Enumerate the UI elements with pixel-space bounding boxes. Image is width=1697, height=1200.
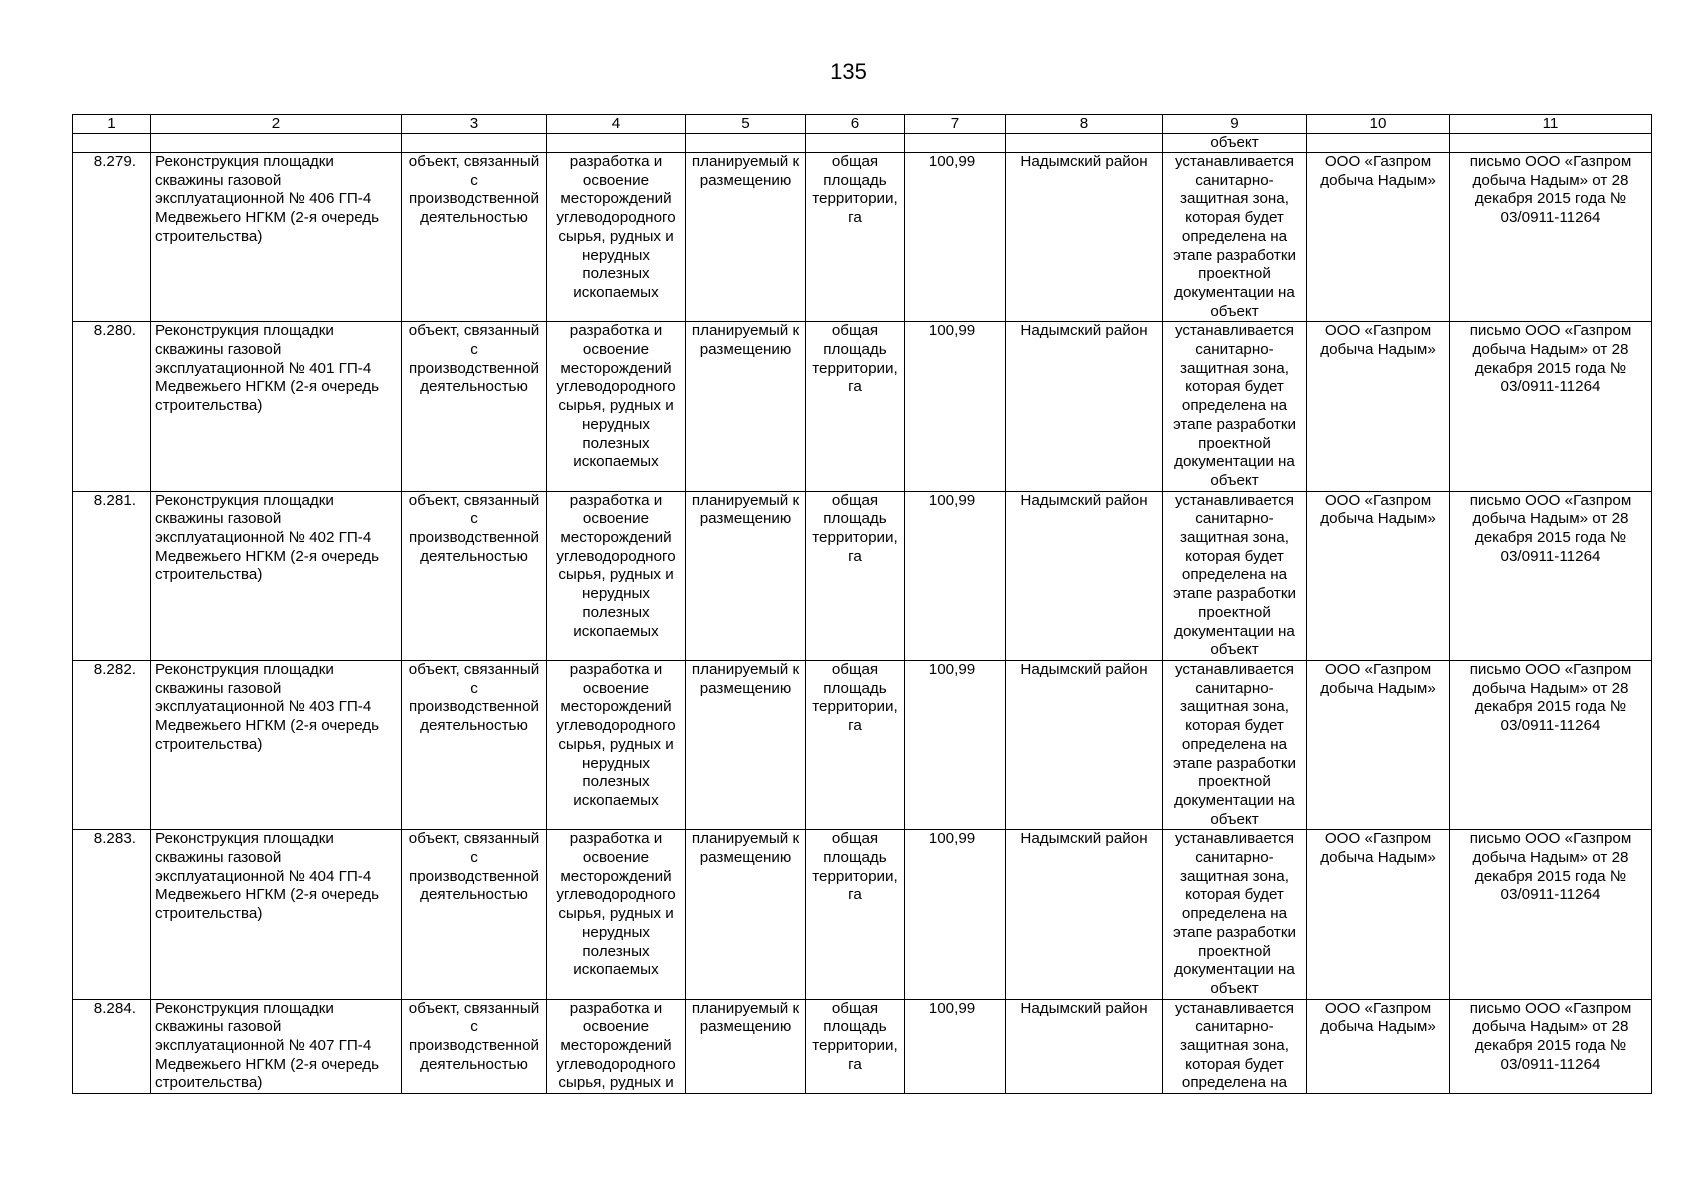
page-number: 135 [830, 59, 867, 84]
source-document: письмо ООО «Газпром добыча Надым» от 28 декабря 2015 года № 03/0911-11264 [1450, 322, 1652, 491]
object-purpose: разработка и освоение месторождений углеводородного сырья, рудных и нерудных полезных ископаемых [547, 830, 686, 999]
object-name: Реконструкция площадки скважины газовой эксплуатационной № 404 ГП-4 Медвежьего НГКМ (2-я очередь строительства) [151, 830, 402, 999]
object-purpose: разработка и освоение месторождений углеводородного сырья, рудных и нерудных полезных ископаемых [547, 153, 686, 322]
parameter-value: 100,99 [905, 660, 1006, 829]
column-header: 6 [806, 115, 905, 134]
source-document: письмо ООО «Газпром добыча Надым» от 28 декабря 2015 года № 03/0911-11264 [1450, 660, 1652, 829]
object-parameter: общая площадь территории, га [806, 830, 905, 999]
object-purpose: разработка и освоение месторождений углеводородного сырья, рудных и нерудных полезных ископаемых [547, 491, 686, 660]
district: Надымский район [1006, 322, 1163, 491]
parameter-value: 100,99 [905, 153, 1006, 322]
parameter-value: 100,99 [905, 999, 1006, 1094]
table-row [73, 153, 1652, 322]
source-document: письмо ООО «Газпром добыча Надым» от 28 декабря 2015 года № 03/0911-11264 [1450, 830, 1652, 999]
column-header: 5 [686, 115, 806, 134]
table-row [73, 322, 1652, 491]
table-row [73, 491, 1652, 660]
parameter-value: 100,99 [905, 830, 1006, 999]
object-parameter: общая площадь территории, га [806, 322, 905, 491]
row-number: 8.283. [73, 830, 151, 999]
district: Надымский район [1006, 153, 1163, 322]
continuation-row [73, 134, 1652, 153]
source-document: письмо ООО «Газпром добыча Надым» от 28 декабря 2015 года № 03/0911-11264 [1450, 491, 1652, 660]
object-type: объект, связанный с производственной деятельностью [402, 491, 547, 660]
row-number: 8.279. [73, 153, 151, 322]
table-row [73, 999, 1652, 1094]
object-status: планируемый к размещению [686, 999, 806, 1094]
object-status: планируемый к размещению [686, 322, 806, 491]
object-name: Реконструкция площадки скважины газовой эксплуатационной № 407 ГП-4 Медвежьего НГКМ (2-я очередь строительства) [151, 999, 402, 1094]
object-name: Реконструкция площадки скважины газовой эксплуатационной № 402 ГП-4 Медвежьего НГКМ (2-я очередь строительства) [151, 491, 402, 660]
object-purpose: разработка и освоение месторождений углеводородного сырья, рудных и [547, 999, 686, 1094]
object-name: Реконструкция площадки скважины газовой эксплуатационной № 403 ГП-4 Медвежьего НГКМ (2-я очередь строительства) [151, 660, 402, 829]
column-header: 11 [1450, 115, 1652, 134]
column-header: 4 [547, 115, 686, 134]
row-number: 8.282. [73, 660, 151, 829]
parameter-value: 100,99 [905, 491, 1006, 660]
zone-description: устанавливается санитарно-защитная зона, которая будет определена на этапе разработки проектной документации на объект [1163, 491, 1307, 660]
zone-description: устанавливается санитарно-защитная зона, которая будет определена на [1163, 999, 1307, 1094]
object-type: объект, связанный с производственной деятельностью [402, 999, 547, 1094]
object-status: планируемый к размещению [686, 491, 806, 660]
object-parameter: общая площадь территории, га [806, 153, 905, 322]
organization: ООО «Газпром добыча Надым» [1307, 322, 1450, 491]
column-number-row [73, 115, 1652, 134]
table-row [73, 660, 1652, 829]
row-number: 8.280. [73, 322, 151, 491]
object-name: Реконструкция площадки скважины газовой эксплуатационной № 406 ГП-4 Медвежьего НГКМ (2-я очередь строительства) [151, 153, 402, 322]
organization: ООО «Газпром добыча Надым» [1307, 830, 1450, 999]
zone-description: устанавливается санитарно-защитная зона, которая будет определена на этапе разработки проектной документации на объект [1163, 830, 1307, 999]
continuation-text: объект [1163, 134, 1307, 153]
source-document: письмо ООО «Газпром добыча Надым» от 28 декабря 2015 года № 03/0911-11264 [1450, 153, 1652, 322]
object-type: объект, связанный с производственной деятельностью [402, 153, 547, 322]
object-parameter: общая площадь территории, га [806, 660, 905, 829]
column-header: 1 [73, 115, 151, 134]
parameter-value: 100,99 [905, 322, 1006, 491]
district: Надымский район [1006, 999, 1163, 1094]
row-number: 8.284. [73, 999, 151, 1094]
district: Надымский район [1006, 491, 1163, 660]
column-header: 2 [151, 115, 402, 134]
object-type: объект, связанный с производственной деятельностью [402, 322, 547, 491]
object-parameter: общая площадь территории, га [806, 491, 905, 660]
object-type: объект, связанный с производственной деятельностью [402, 830, 547, 999]
column-header: 3 [402, 115, 547, 134]
column-header: 9 [1163, 115, 1307, 134]
zone-description: устанавливается санитарно-защитная зона, которая будет определена на этапе разработки проектной документации на объект [1163, 153, 1307, 322]
object-name: Реконструкция площадки скважины газовой эксплуатационной № 401 ГП-4 Медвежьего НГКМ (2-я очередь строительства) [151, 322, 402, 491]
organization: ООО «Газпром добыча Надым» [1307, 491, 1450, 660]
object-status: планируемый к размещению [686, 153, 806, 322]
row-number: 8.281. [73, 491, 151, 660]
district: Надымский район [1006, 830, 1163, 999]
objects-table [72, 114, 1652, 1094]
object-status: планируемый к размещению [686, 830, 806, 999]
object-status: планируемый к размещению [686, 660, 806, 829]
object-purpose: разработка и освоение месторождений углеводородного сырья, рудных и нерудных полезных ископаемых [547, 322, 686, 491]
organization: ООО «Газпром добыча Надым» [1307, 153, 1450, 322]
source-document: письмо ООО «Газпром добыча Надым» от 28 декабря 2015 года № 03/0911-11264 [1450, 999, 1652, 1094]
object-purpose: разработка и освоение месторождений углеводородного сырья, рудных и нерудных полезных ископаемых [547, 660, 686, 829]
table-row [73, 830, 1652, 999]
organization: ООО «Газпром добыча Надым» [1307, 999, 1450, 1094]
object-parameter: общая площадь территории, га [806, 999, 905, 1094]
zone-description: устанавливается санитарно-защитная зона, которая будет определена на этапе разработки проектной документации на объект [1163, 660, 1307, 829]
object-type: объект, связанный с производственной деятельностью [402, 660, 547, 829]
organization: ООО «Газпром добыча Надым» [1307, 660, 1450, 829]
column-header: 10 [1307, 115, 1450, 134]
column-header: 7 [905, 115, 1006, 134]
district: Надымский район [1006, 660, 1163, 829]
zone-description: устанавливается санитарно-защитная зона, которая будет определена на этапе разработки проектной документации на объект [1163, 322, 1307, 491]
column-header: 8 [1006, 115, 1163, 134]
